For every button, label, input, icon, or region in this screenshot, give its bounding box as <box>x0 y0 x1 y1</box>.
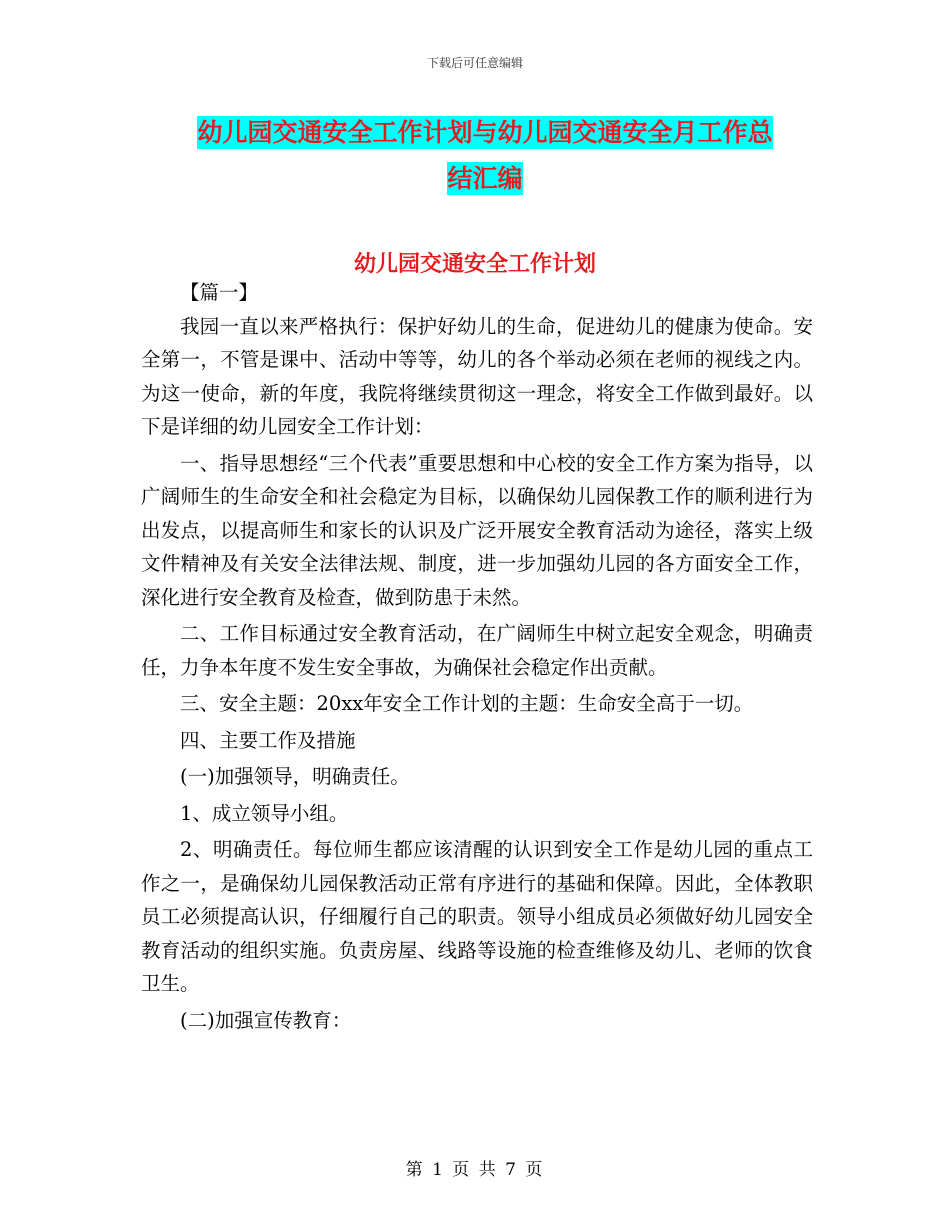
paragraph-leading-group: 1、成立领导小组。 <box>180 801 349 825</box>
paragraph-guiding-ideology: 一、指导思想经“三个代表”重要思想和中心校的安全工作方案为指导，以广阔师生的生命安全和社会稳定为目标，以确保幼儿园保教工作的顺利进行为出发点，以提高师生和家长的认识及广泛开展安全教育活动为途径，落实上级文件精神及有关安全法律法规、制度，进一步加强幼儿园的各方面安全工作，深化进行安全教育及检查，做到防患于未然。 <box>141 451 813 609</box>
section-title: 幼儿园交通安全工作计划 <box>353 252 596 277</box>
document-body <box>141 276 813 1037</box>
document-title <box>140 110 830 202</box>
paragraph-responsibility: 2、明确责任。每位师生都应该清醒的认识到安全工作是幼儿园的重点工作之一，是确保幼儿园保教活动正常有序进行的基础和保障。因此，全体教职员工必须提高认识，仔细履行自己的职责。领导小组成员必须做好幼儿园安全教育活动的组织实施。负责房屋、线路等设施的检查维修及幼儿、老师的饮食卫生。 <box>141 838 813 995</box>
page-header-note: 下载后可任意编辑 <box>426 56 523 70</box>
paragraph-leadership: (一)加强领导，明确责任。 <box>180 765 410 788</box>
paragraph-publicity: (二)加强宣传教育： <box>180 1008 352 1032</box>
document-title-line-2: 结汇编 <box>447 164 523 193</box>
paragraph-section-label: 【篇一】 <box>180 281 259 304</box>
paragraph-main-work: 四、主要工作及措施 <box>180 728 356 752</box>
paragraph-intro: 我园一直以来严格执行：保护好幼儿的生命，促进幼儿的健康为使命。安全第一，不管是课中、活动中等等，幼儿的各个举动必须在老师的视线之内。为这一使命，新的年度，我院将继续贯彻这一理念，将安全工作做到最好。以下是详细的幼儿园安全工作计划： <box>141 314 813 438</box>
paragraph-work-goal: 二、工作目标通过安全教育活动，在广阔师生中树立起安全观念，明确责任，力争本年度不发生安全事故，为确保社会稳定作出贡献。 <box>141 622 813 679</box>
document-title-line-1: 幼儿园交通安全工作计划与幼儿园交通安全月工作总 <box>197 118 773 147</box>
paragraph-safety-theme: 三、安全主题：20xx年安全工作计划的主题：生命安全高于一切。 <box>180 692 754 715</box>
page-number: 第 1 页 共 7 页 <box>405 1160 545 1180</box>
